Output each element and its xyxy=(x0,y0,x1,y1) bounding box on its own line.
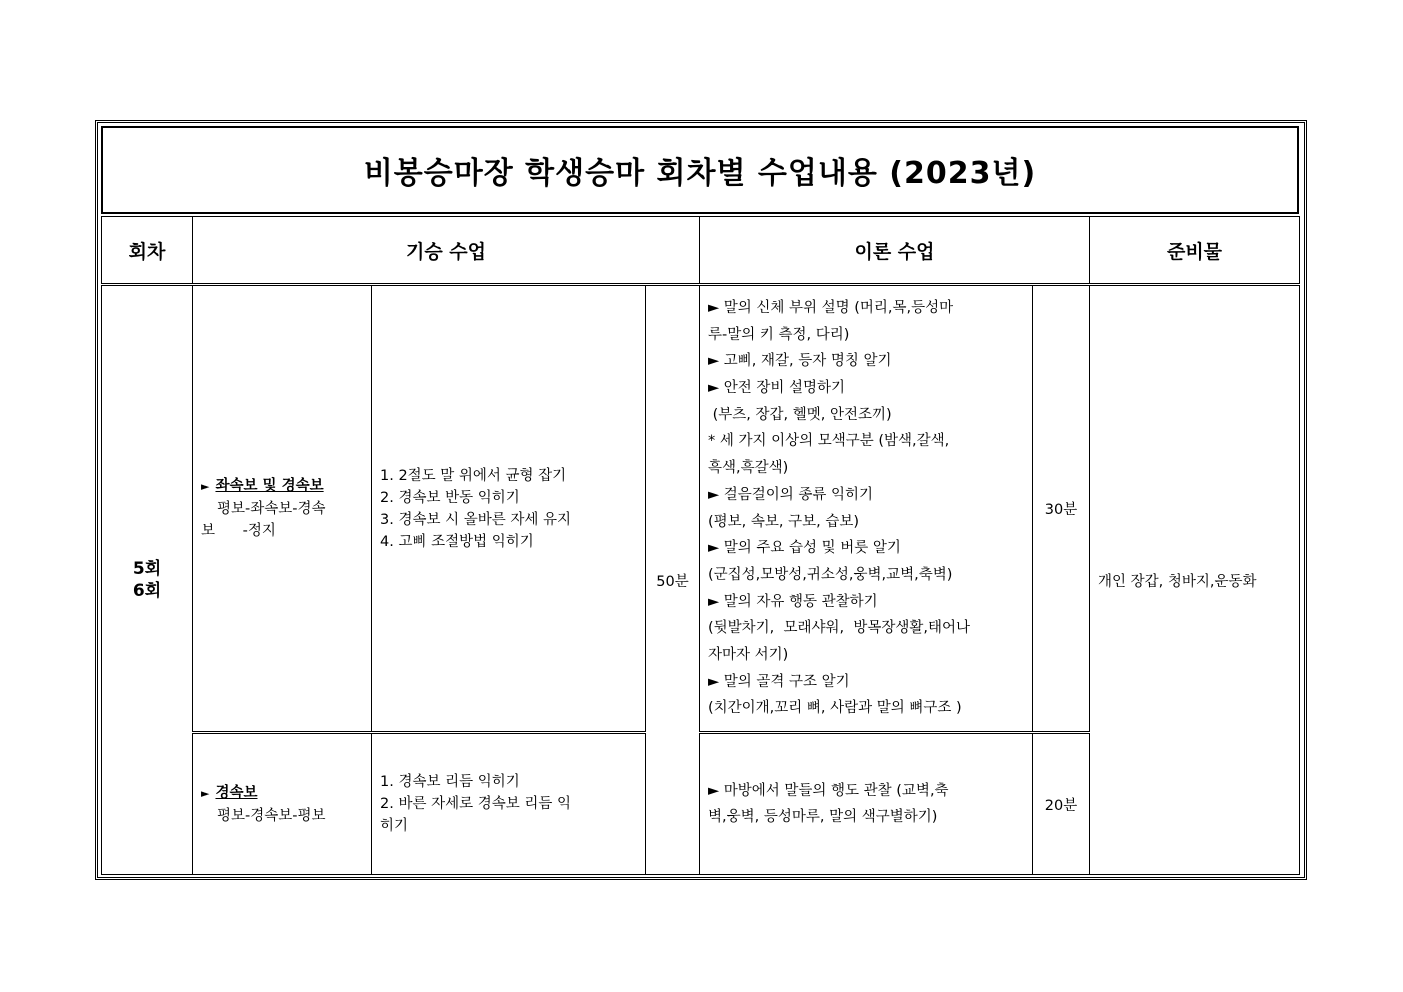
step-item: 4. 고삐 조절방법 익히기 xyxy=(380,533,534,550)
skill-desc: 평보-경속보-평보 xyxy=(217,807,326,824)
theory-line: ► 걸음걸이의 종류 익히기 xyxy=(708,486,874,503)
round-label: 5회 xyxy=(132,559,162,579)
header-riding: 기승 수업 xyxy=(193,217,700,285)
theory-line: (치간이개,꼬리 뼈, 사람과 말의 뼈구조 ) xyxy=(708,700,962,717)
header-theory: 이론 수업 xyxy=(700,217,1090,285)
skill-desc: 보 -정지 xyxy=(201,523,276,539)
theory-line: (평보, 속보, 구보, 습보) xyxy=(708,513,860,530)
round-cell xyxy=(102,285,193,875)
supplies-cell: 개인 장갑, 청바지,운동화 xyxy=(1090,285,1300,875)
theory-line: ► 말의 신체 부위 설명 (머리,목,등성마 xyxy=(708,299,954,316)
step-item: 1. 경속보 리듬 익히기 xyxy=(380,774,520,790)
skill-desc: 평보-좌속보-경속 xyxy=(217,501,326,517)
theory-line: ► 고삐, 재갈, 등자 명칭 알기 xyxy=(708,353,892,370)
theory-duration: 30분 xyxy=(1033,285,1090,733)
theory-cell xyxy=(700,285,1033,733)
theory-line: ► 말의 골격 구조 알기 xyxy=(708,673,850,690)
theory-duration: 20분 xyxy=(1033,733,1090,875)
theory-line: 벽,웅벽, 등성마루, 말의 색구별하기) xyxy=(708,809,938,825)
schedule-table xyxy=(101,216,1300,875)
title-box xyxy=(101,126,1299,214)
page-title: 비봉승마장 학생승마 회차별 수업내용 (2023년) xyxy=(363,156,1037,191)
step-item: 2. 경속보 반동 익히기 xyxy=(380,489,520,506)
riding-duration: 50분 xyxy=(646,285,700,875)
skill-cell xyxy=(193,285,372,733)
header-round: 회차 xyxy=(102,217,193,285)
theory-line: (군집성,모방성,귀소성,웅벽,교벽,축벽) xyxy=(708,566,953,583)
step-item: 3. 경속보 시 올바른 자세 유지 xyxy=(380,511,571,528)
round-label: 6회 xyxy=(132,581,162,601)
theory-line: ► 말의 자유 행동 관찰하기 xyxy=(708,593,878,610)
header-supplies: 준비물 xyxy=(1090,217,1300,285)
theory-line: 흑색,흑갈색) xyxy=(708,460,789,477)
table-row xyxy=(102,285,1300,733)
theory-line: 루-말의 키 측정, 다리) xyxy=(708,326,850,343)
step-item: 히기 xyxy=(380,818,409,834)
bullet-icon: ► xyxy=(201,480,210,493)
steps-cell xyxy=(372,733,646,875)
theory-line: 자마자 서기) xyxy=(708,647,789,664)
theory-line: ► 안전 장비 설명하기 xyxy=(708,379,846,396)
theory-line: (뒷발차기, 모래샤워, 방목장생활,태어나 xyxy=(708,620,971,637)
theory-line: (부츠, 장갑, 헬멧, 안전조끼) xyxy=(708,406,892,423)
theory-line: ► 말의 주요 습성 및 버릇 알기 xyxy=(708,540,901,557)
step-item: 2. 바른 자세로 경속보 리듬 익 xyxy=(380,796,571,812)
header-row xyxy=(102,217,1300,285)
theory-line: * 세 가지 이상의 모색구분 (밤색,갈색, xyxy=(708,433,950,450)
skill-title: 좌속보 및 경속보 xyxy=(215,478,324,494)
steps-cell xyxy=(372,285,646,733)
bullet-icon: ► xyxy=(201,786,210,800)
step-item: 1. 2절도 말 위에서 균형 잡기 xyxy=(380,467,567,484)
skill-cell xyxy=(193,733,372,875)
theory-cell xyxy=(700,733,1033,875)
skill-title: 경속보 xyxy=(215,784,258,801)
theory-line: ► 마방에서 말들의 행도 관찰 (교벽,축 xyxy=(708,783,949,799)
